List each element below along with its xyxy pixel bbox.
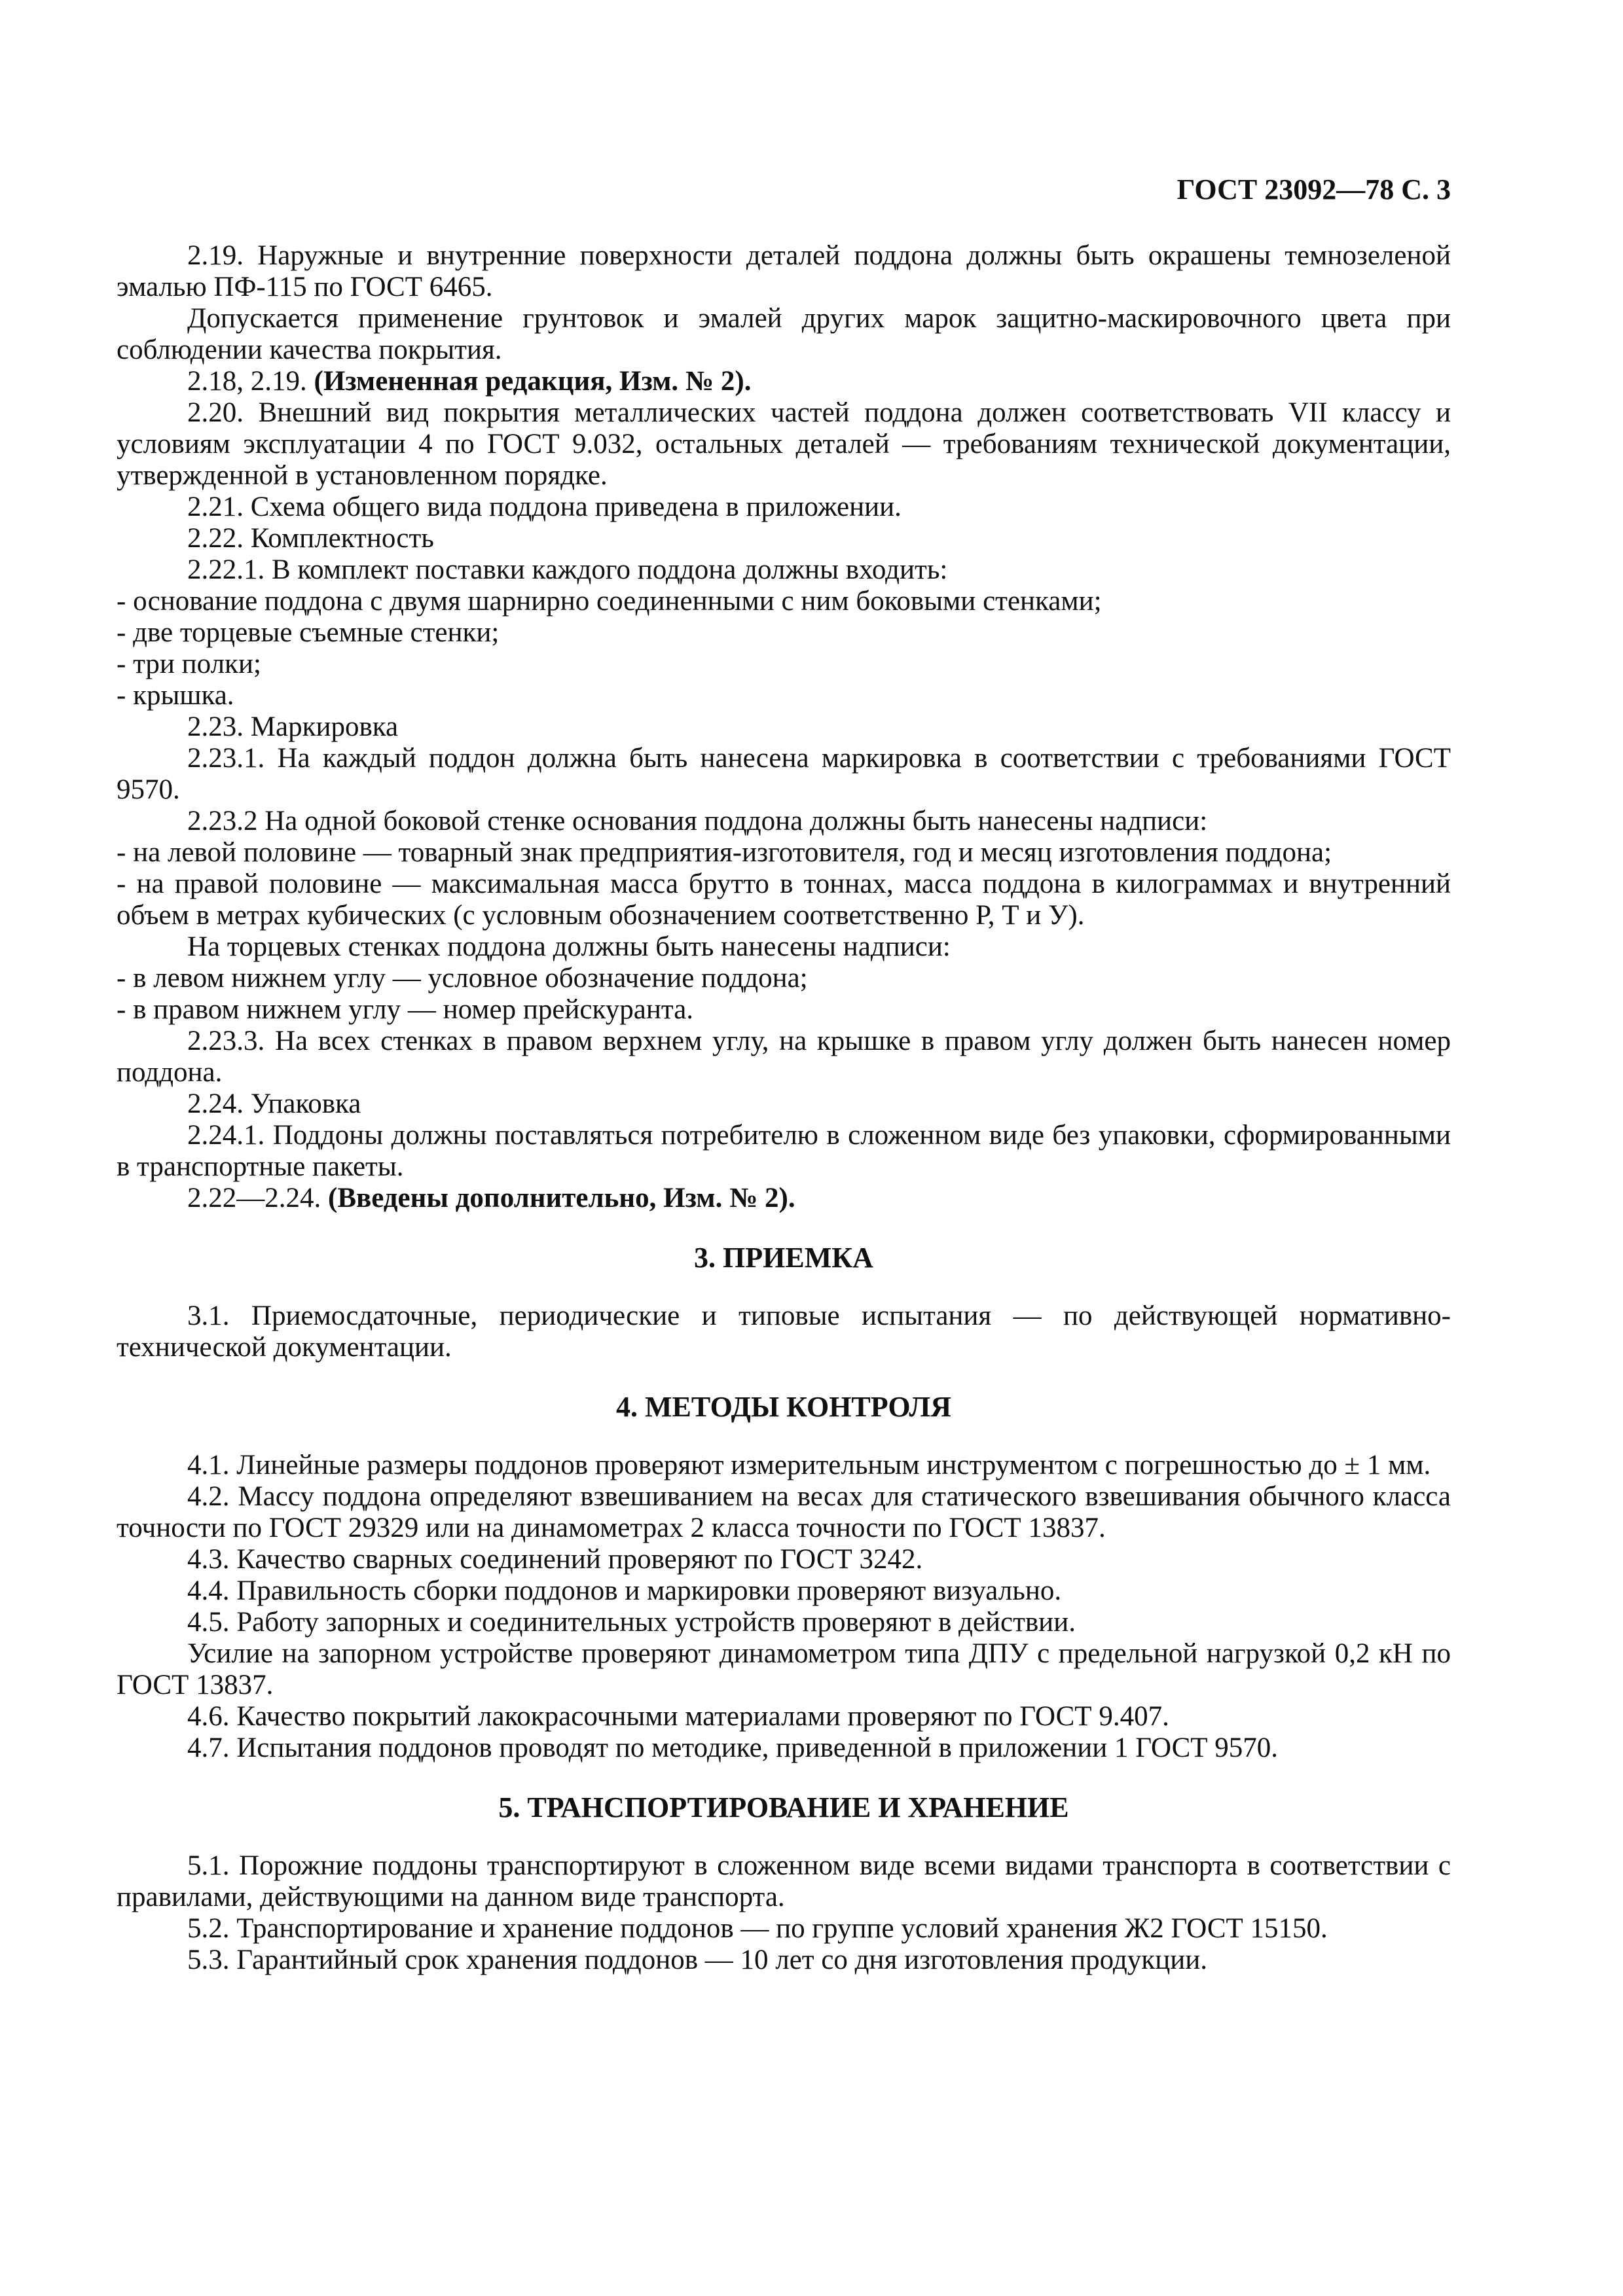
page-header: ГОСТ 23092—78 С. 3 bbox=[1176, 173, 1451, 206]
document-page bbox=[117, 173, 1451, 1976]
paragraph-4-5-note: Усилие на запорном устройстве проверяют динамометром типа ДПУ с предельной нагрузкой 0,2 кН по ГОСТ 13837. bbox=[117, 1638, 1451, 1700]
paragraph-2-22-1: 2.22.1. В комплект поставки каждого поддона должны входить: bbox=[187, 554, 948, 585]
paragraph-4-4: 4.4. Правильность сборки поддонов и маркировки проверяют визуально. bbox=[187, 1575, 1062, 1606]
paragraph-4-2: 4.2. Массу поддона определяют взвешиванием на весах для статического взвешивания обычного класса точности по ГОСТ 29329 или на динамометрах 2 класса точности по ГОСТ 13837. bbox=[117, 1481, 1451, 1543]
list-item: - в правом нижнем углу — номер прейскуранта. bbox=[117, 994, 694, 1025]
paragraph-3-1: 3.1. Приемосдаточные, периодические и типовые испытания — по действующей нормативнотехнической документации. bbox=[117, 1300, 1451, 1363]
paragraph-2-22-2-24-edit bbox=[117, 1183, 1451, 1214]
paragraph-2-23-2: 2.23.2 На одной боковой стенке основания поддона должны быть нанесены надписи: bbox=[187, 806, 1208, 836]
paragraph-4-1: 4.1. Линейные размеры поддонов проверяют измерительным инструментом с погрешностью до ± 1 мм. bbox=[187, 1450, 1431, 1480]
paragraph-4-6: 4.6. Качество покрытий лакокрасочными материалами проверяют по ГОСТ 9.407. bbox=[187, 1701, 1169, 1732]
edit-ref-note: (Измененная редакция, Изм. № 2). bbox=[314, 366, 752, 397]
section-heading-3: 3. ПРИЕМКА bbox=[694, 1242, 873, 1274]
paragraph-2-24: 2.24. Упаковка bbox=[187, 1088, 361, 1119]
edit-ref-prefix: 2.22—2.24. bbox=[187, 1183, 328, 1213]
paragraph-5-3: 5.3. Гарантийный срок хранения поддонов — 10 лет со дня изготовления продукции. bbox=[187, 1945, 1207, 1975]
edit-ref-note: (Введены дополнительно, Изм. № 2). bbox=[328, 1183, 795, 1213]
paragraph-5-1: 5.1. Порожние поддоны транспортируют в сложенном виде всеми видами транспорта в соответствии с правилами, действующими на данном виде транспорта. bbox=[117, 1850, 1451, 1912]
section-heading-5: 5. ТРАНСПОРТИРОВАНИЕ И ХРАНЕНИЕ bbox=[498, 1791, 1069, 1823]
list-item: - в левом нижнем углу — условное обозначение поддона; bbox=[117, 963, 808, 994]
paragraph-2-19-note: Допускается применение грунтовок и эмалей других марок защитно-маскировочного цвета при соблюдении качества покрытия. bbox=[117, 303, 1451, 365]
list-item: - основание поддона с двумя шарнирно соединенными с ним боковыми стенками; bbox=[117, 586, 1102, 617]
paragraph-4-3: 4.3. Качество сварных соединений проверяют по ГОСТ 3242. bbox=[187, 1544, 923, 1575]
paragraph-5-2: 5.2. Транспортирование и хранение поддонов — по группе условий хранения Ж2 ГОСТ 15150. bbox=[187, 1913, 1328, 1944]
paragraph-2-18-2-19-edit bbox=[117, 366, 1451, 397]
paragraph-2-24-1: 2.24.1. Поддоны должны поставляться потребителю в сложенном виде без упаковки, сформированными в транспортные пакеты. bbox=[117, 1120, 1451, 1182]
list-item: - на правой половине — максимальная масса брутто в тоннах, масса поддона в килограммах и внутренний объем в метрах кубических (с условным обозначением соответственно Р, Т и У). bbox=[117, 869, 1451, 931]
paragraph-2-21: 2.21. Схема общего вида поддона приведена в приложении. bbox=[187, 492, 902, 522]
paragraph-2-20: 2.20. Внешний вид покрытия металлических частей поддона должен соответствовать VII классу и условиям эксплуатации 4 по ГОСТ 9.032, остальных деталей — требованиям технической документации, утвержденной в установленном порядке. bbox=[117, 397, 1451, 491]
paragraph-4-7: 4.7. Испытания поддонов проводят по методике, приведенной в приложении 1 ГОСТ 9570. bbox=[187, 1732, 1279, 1763]
list-item: - три полки; bbox=[117, 649, 261, 679]
section-heading-4: 4. МЕТОДЫ КОНТРОЛЯ bbox=[616, 1391, 951, 1423]
list-item: - две торцевые съемные стенки; bbox=[117, 617, 500, 648]
list-item: - на левой половине — товарный знак предприятия-изготовителя, год и месяц изготовления поддона; bbox=[117, 837, 1332, 868]
list-item: - крышка. bbox=[117, 680, 234, 711]
paragraph-2-22: 2.22. Комплектность bbox=[187, 523, 434, 554]
paragraph-2-23-3: 2.23.3. На всех стенках в правом верхнем углу, на крышке в правом углу должен быть нанесен номер поддона. bbox=[117, 1026, 1451, 1088]
paragraph-2-23-1: 2.23.1. На каждый поддон должна быть нанесена маркировка в соответствии с требованиями ГОСТ 9570. bbox=[117, 743, 1451, 805]
paragraph-end-walls: На торцевых стенках поддона должны быть нанесены надписи: bbox=[187, 931, 951, 962]
paragraph-2-19: 2.19. Наружные и внутренние поверхности деталей поддона должны быть окрашены темнозеленой эмалью ПФ-115 по ГОСТ 6465. bbox=[117, 240, 1451, 302]
paragraph-2-23: 2.23. Маркировка bbox=[187, 711, 399, 742]
edit-ref-prefix: 2.18, 2.19. bbox=[187, 366, 314, 397]
paragraph-4-5: 4.5. Работу запорных и соединительных устройств проверяют в действии. bbox=[187, 1607, 1076, 1638]
